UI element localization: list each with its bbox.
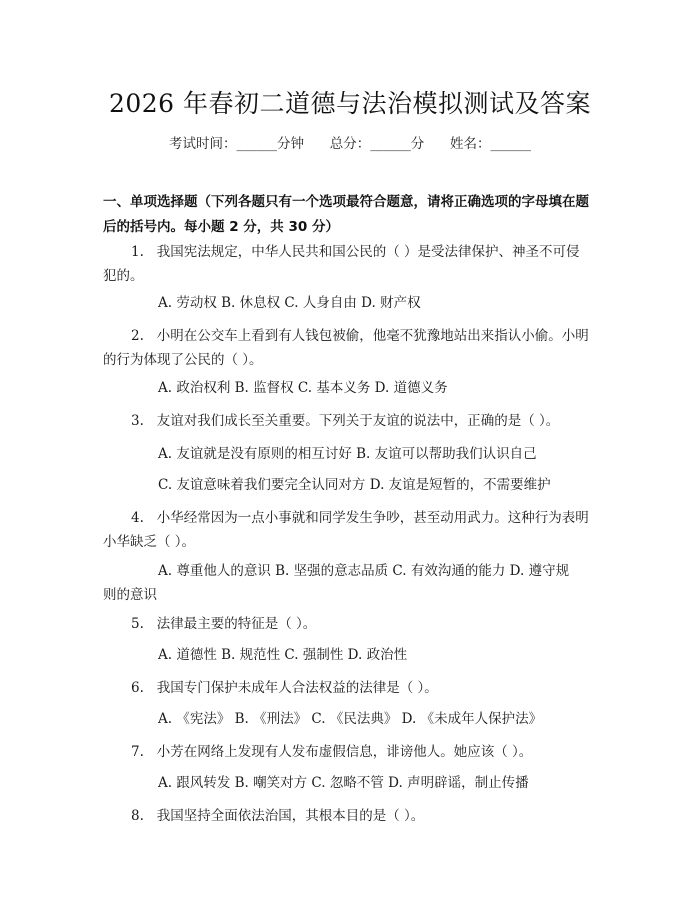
answer-options: A. 政治权利 B. 监督权 C. 基本义务 D. 道德义务 xyxy=(158,380,448,396)
question-text: 3. 友谊对我们成长至关重要。下列关于友谊的说法中，正确的是（ ）。 xyxy=(131,413,560,429)
question-text: 2. 小明在公交车上看到有人钱包被偷，他毫不犹豫地站出来指认小偷。小明 xyxy=(131,328,589,344)
exam-info-line: 考试时间：______分钟 总分：______分 姓名：______ xyxy=(169,136,531,152)
question-text: 5. 法律最主要的特征是（ ）。 xyxy=(131,616,317,632)
question-text-continued: 小华缺乏（ ）。 xyxy=(103,534,196,550)
answer-options: A. 《宪法》 B. 《刑法》 C. 《民法典》 D. 《未成年人保护法》 xyxy=(158,711,543,727)
answer-options: A. 跟风转发 B. 嘲笑对方 C. 忽略不管 D. 声明辟谣，制止传播 xyxy=(158,775,529,791)
question-text: 8. 我国坚持全面依法治国，其根本目的是（ ）。 xyxy=(131,808,425,824)
question-text: 4. 小华经常因为一点小事就和同学发生争吵，甚至动用武力。这种行为表明 xyxy=(131,510,589,526)
section-heading: 一、单项选择题（下列各题只有一个选项最符合题意，请将正确选项的字母填在题后的括号内。每小题 2 分，共 30 分） xyxy=(103,194,589,235)
answer-options: A. 劳动权 B. 休息权 C. 人身自由 D. 财产权 xyxy=(158,295,421,311)
question-text-continued: 则的意识 xyxy=(103,587,157,603)
answer-options: A. 尊重他人的意识 B. 坚强的意志品质 C. 有效沟通的能力 D. 遵守规 xyxy=(158,563,570,579)
question-text-continued: 的行为体现了公民的（ ）。 xyxy=(103,352,263,368)
document-title: 2026 年春初二道德与法治模拟测试及答案 xyxy=(108,89,592,118)
question-text: 6. 我国专门保护未成年人合法权益的法律是（ ）。 xyxy=(131,680,438,696)
question-text: 7. 小芳在网络上发现有人发布虚假信息，诽谤他人。她应该（ ）。 xyxy=(131,744,533,760)
answer-options: A. 友谊就是没有原则的相互讨好 B. 友谊可以帮助我们认识自己 xyxy=(158,446,537,462)
answer-options: C. 友谊意味着我们要完全认同对方 D. 友谊是短暂的，不需要维护 xyxy=(158,477,551,493)
question-text-continued: 犯的。 xyxy=(103,268,144,284)
question-text: 1. 我国宪法规定，中华人民共和国公民的（ ）是受法律保护、神圣不可侵 xyxy=(131,244,580,260)
answer-options: A. 道德性 B. 规范性 C. 强制性 D. 政治性 xyxy=(158,647,408,663)
